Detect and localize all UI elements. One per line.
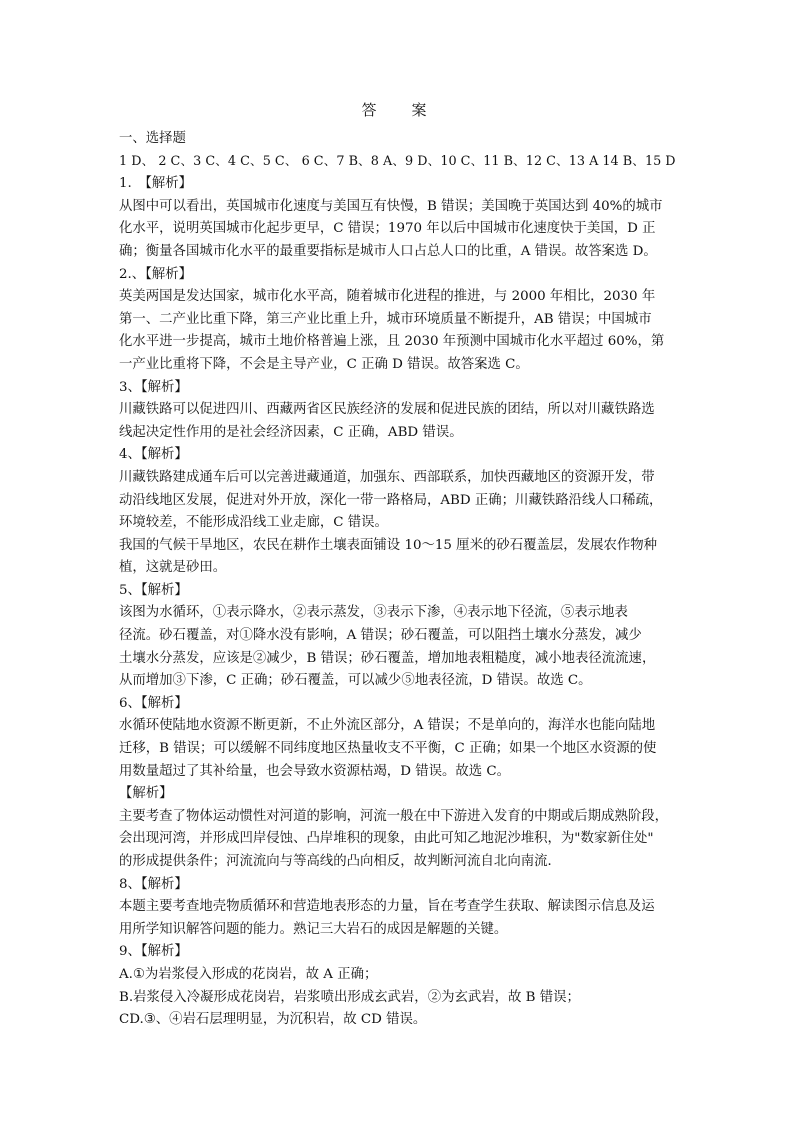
text-line: 我国的气候干旱地区，农民在耕作土壤表面铺设 10～15 厘米的砂石覆盖层，发展农作物种: [119, 537, 658, 553]
text-line: 主要考查了物体运动惯性对河道的影响，河流一般在中下游进入发育的中期或后期成熟阶段，: [119, 808, 669, 824]
answer-body: [119, 128, 679, 1032]
text-line: 土壤水分蒸发，应该是②减少，B 错误；砂石覆盖，增加地表粗糙度，减小地表径流流速，: [119, 650, 656, 666]
answer-key: 1 D、 2 C、3 C、4 C、5 C、 6 C、7 B、8 A、9 D、10 C、11 B、12 C、13 A 14 B、15 D: [119, 153, 676, 169]
text-line: 从而增加③下渗，C 正确；砂石覆盖，可以减少⑤地表径流，D 错误。故选 C。: [119, 673, 592, 689]
text-line: A.①为岩浆侵入形成的花岗岩，故 A 正确；: [119, 966, 378, 982]
text-line: 的形成提供条件；河流流向与等高线的凸向相反，故判断河流自北向南流．: [119, 854, 561, 869]
text-line: 确；衡量各国城市化水平的最重要指标是城市人口占总人口的比重，A 错误。故答案选 D。: [119, 243, 657, 259]
text-line: 英美两国是发达国家，城市化水平高，随着城市化进程的推进，与 2000 年相比，2030 年: [119, 289, 656, 305]
text-line: 环境较差，不能形成沿线工业走廊，C 错误。: [119, 515, 388, 531]
text-line: 川藏铁路建成通车后可以完善进藏通道，加强东、西部联系，加快西藏地区的资源开发，带: [119, 469, 655, 485]
text-line: 迁移，B 错误；可以缓解不同纬度地区热量收支不平衡，C 正确；如果一个地区水资源的使: [119, 741, 657, 757]
question-heading-6: 6、【解析】: [119, 695, 188, 711]
text-line: 该图为水循环，①表示降水，②表示蒸发，③表示下渗，④表示地下径流，⑤表示地表: [119, 605, 628, 621]
section-heading: 一、选择题: [119, 131, 186, 146]
text-line: 动沿线地区发展，促进对外开放，深化一带一路格局，ABD 正确；川藏铁路沿线人口稀疏，: [119, 492, 663, 508]
text-line: CD.③、④岩石层理明显，为沉积岩，故 CD 错误。: [119, 1012, 427, 1028]
document-title: 答 案: [361, 101, 437, 119]
text-line: 一产业比重将下降，不会是主导产业，C 正确 D 错误。故答案选 C。: [119, 356, 529, 372]
question-heading-9: 9、【解析】: [119, 944, 188, 960]
text-line: 径流。砂石覆盖，对①降水没有影响，A 错误；砂石覆盖，可以阻挡土壤水分蒸发，减少: [119, 628, 642, 644]
text-line: 第一、二产业比重下降，第三产业比重上升，城市环境质量不断提升，AB 错误；中国城市: [119, 311, 652, 327]
question-heading-7: 【解析】: [119, 786, 173, 802]
text-line: 川藏铁路可以促进四川、西藏两省区民族经济的发展和促进民族的团结，所以对川藏铁路选: [119, 402, 655, 418]
text-line: 本题主要考查地壳物质循环和营造地表形态的力量，旨在考查学生获取、解读图示信息及运: [119, 899, 655, 915]
text-line: B.岩浆侵入冷凝形成花岗岩，岩浆喷出形成玄武岩，②为玄武岩，故 B 错误；: [119, 989, 580, 1005]
text-line: 化水平进一步提高，城市土地价格普遍上涨，且 2030 年预测中国城市化水平超过 60%，第: [119, 334, 665, 350]
question-heading-4: 4、【解析】: [119, 447, 188, 463]
text-line: 会出现河湾，并形成凹岸侵蚀、凸岸堆积的现象，由此可知乙地泥沙堆积，为"数家新住处": [119, 831, 654, 847]
text-line: 水循环使陆地水资源不断更新，不止外流区部分，A 错误；不是单向的，海洋水也能向陆地: [119, 718, 656, 734]
text-line: 植，这就是砂田。: [119, 560, 227, 576]
text-line: 用所学知识解答问题的能力。熟记三大岩石的成因是解题的关键。: [119, 921, 508, 937]
text-line: 从图中可以看出，英国城市化速度与美国互有快慢，B 错误；美国晚于英国达到 40%的城市: [119, 198, 663, 214]
answer-document: [119, 98, 679, 1032]
question-heading-3: 3、【解析】: [119, 379, 188, 395]
question-heading-1: 1. 【解析】: [119, 176, 193, 192]
text-line: 化水平，说明英国城市化起步更早，C 错误；1970 年以后中国城市化速度快于美国，D 正: [119, 221, 656, 237]
text-line: 用数量超过了其补给量，也会导致水资源枯竭，D 错误。故选 C。: [119, 763, 511, 779]
question-heading-2: 2.、【解析】: [119, 266, 193, 282]
question-heading-8: 8、【解析】: [119, 876, 188, 892]
question-heading-5: 5、【解析】: [119, 582, 188, 598]
text-line: 线起决定性作用的是社会经济因素，C 正确，ABD 错误。: [119, 424, 463, 440]
